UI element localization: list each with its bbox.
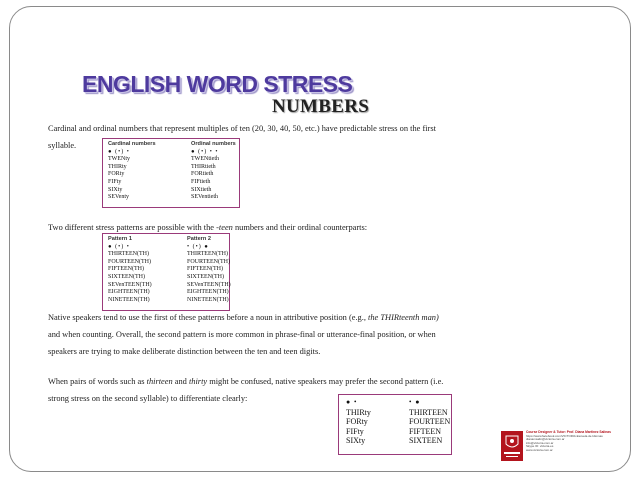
table-cell: FIFtieth [191,178,211,185]
table-cell: EIGHTEEN(TH) [108,289,150,296]
table-cell: FOURTEEN(TH) [108,258,151,265]
table-cell: SIXtieth [191,186,212,193]
table-cell: FORty [346,417,368,427]
table-cell: SEVenty [108,194,129,201]
paragraph-multiples-of-ten: Cardinal and ordinal numbers that represent multiples of ten (20, 30, 40, 50, etc.) have predictable stress on the first syllable. [48,124,436,150]
table-cell: SIXty [346,436,366,446]
teen-column: • ● THIRTEEN FOURTEEN FIFTEEN SIXTEEN [409,398,451,446]
paragraph-native-speakers: Native speakers tend to use the first of these patterns before a noun in attributive position (e.g., the THIRteenth man) and when counting. Overall, the second pattern is more common in phrase-final or utterance-final position, or when speakers are trying to make deliberate distinction between the ten and teen digits. [48,313,439,356]
cardinal-column: Cardinal numbers ● (•) • TWENty THIRty FORty FIFty SIXty SEVenty [108,141,156,201]
table-cell: TWENty [108,156,130,163]
table-cell: THIRTEEN(TH) [187,251,228,258]
table-cell: THIRTEEN [409,407,448,417]
table-cell: SIXTEEN(TH) [108,273,145,280]
footer-branding [501,430,611,465]
table-cell: FORtieth [191,171,214,178]
table-cell: THIRty [346,407,371,417]
victoria-crest-logo [501,431,523,461]
crest-icon [501,431,523,461]
table-cell: FIFty [108,178,122,185]
table-cell: FIFTEEN(TH) [187,266,223,273]
table-cell: FIFty [346,426,364,436]
table-cell: SEVentieth [191,194,218,201]
slide-title: ENGLISH WORD STRESS [82,71,353,97]
table-cell: EIGHTEEN(TH) [187,289,229,296]
slide-subtitle: NUMBERS [272,96,370,117]
paragraph-teen-patterns: Two different stress patterns are possible with the -teen numbers and their ordinal counterparts: [48,223,368,232]
table-cell: FORty [108,171,125,178]
table-cell: SEVenTEEN(TH) [108,281,152,288]
skype-id: Skype ID: victoria.es [526,444,554,449]
ty-column: ● • THIRty FORty FIFty SIXty [346,398,371,446]
cardinal-ordinal-table [102,138,240,208]
table-cell: THIRty [108,163,127,170]
table-cell: FIFTEEN(TH) [108,266,144,273]
table-cell: SIXty [108,186,123,193]
table-cell: FOURTEEN [409,417,451,427]
ordinal-column: Ordinal numbers ● (•) • • TWENtieth THIRtieth FORtieth FIFtieth SIXtieth SEVentieth [191,141,236,201]
table-cell: FIFTEEN [409,426,441,436]
pattern-1-column: Pattern 1 ● (•) • THIRTEEN(TH) FOURTEEN(TH) FIFTEEN(TH) SIXTEEN(TH) SEVenTEEN(TH) EIGHTEEN(TH) NINETEEN(TH) [108,236,152,303]
pattern-2-column: Pattern 2 • (•) ● THIRTEEN(TH) FOURTEEN(TH) FIFTEEN(TH) SIXTEEN(TH) SEVenTEEN(TH) EIGHTEEN(TH) NINETEEN(TH) [187,236,231,303]
table-cell: THIRtieth [191,163,216,170]
table-cell: NINETEEN(TH) [187,296,229,303]
info-email-link[interactable]: info@victoria.com.ar [526,440,554,445]
ty-teen-contrast-table [338,394,452,455]
footer-contact: Course Designer & Tutor: Prof. Diana Martinez Salinas https://www.facebook.com/VICTORIA.Escuela.de.Idiomas dianamsalin@victoria.com.ar info@victoria.com.ar Skype ID: victoria.es www.victoria.com.ar [526,431,626,453]
table-cell: SEVenTEEN(TH) [187,281,231,288]
teen-patterns-table [102,233,230,311]
slide-frame [9,6,631,472]
table-cell: TWENtieth [191,156,219,163]
table-cell: SIXTEEN(TH) [187,273,224,280]
table-cell: SIXTEEN [409,436,443,446]
table-cell: NINETEEN(TH) [108,296,150,303]
table-cell: THIRTEEN(TH) [108,251,149,258]
facebook-link[interactable]: https://www.facebook.com/VICTORIA.Escuela.de.Idiomas [526,433,603,438]
table-cell: FOURTEEN(TH) [187,258,230,265]
website-link[interactable]: www.victoria.com.ar [526,447,553,452]
paragraph-word-pairs: When pairs of words such as thirteen and thirty might be confused, native speakers may prefer the second pattern (i.e. strong stress on the second syllable) to differentiate clearly: [48,377,444,403]
email-link[interactable]: dianamsalin@victoria.com.ar [526,437,565,442]
